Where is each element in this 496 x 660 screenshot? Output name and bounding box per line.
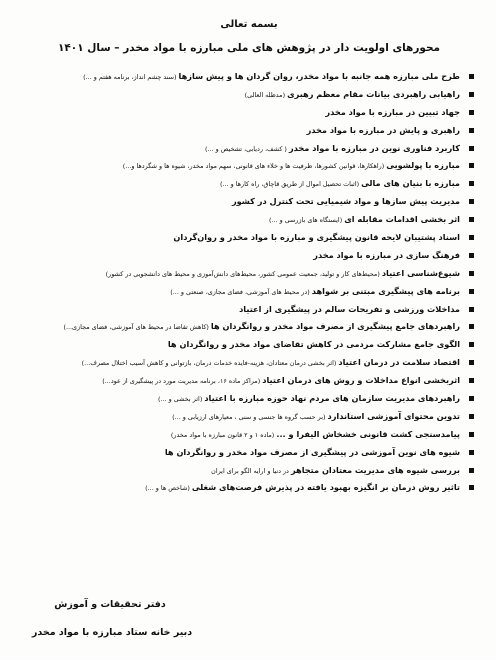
square-bullet-icon	[469, 289, 474, 294]
square-bullet-icon	[469, 146, 474, 151]
list-item-main-text: جهاد تبیین در مبارزه با مواد مخدر	[325, 106, 460, 117]
secretariat-name: دبیر خانه ستاد مبارزه با مواد مخدر	[31, 627, 193, 638]
square-bullet-icon	[469, 235, 474, 240]
list-item-main-text: طرح ملی مبارزه همه جانبه با مواد مخدر، روان گردان ها و پیش سازها	[178, 71, 460, 81]
list-item-main-text: الگوی جامع مشارکت مردمی در کاهش تقاضای مواد مخدر و روانگردان ها	[167, 339, 460, 350]
list-item-detail-text: (مراکز ماده ۱۶، برنامه مدیریت مورد در پیشگیری از عود...)	[102, 377, 263, 386]
square-bullet-icon	[469, 468, 474, 473]
list-item	[24, 301, 474, 319]
list-item	[24, 247, 474, 265]
priority-list	[24, 68, 474, 497]
list-item-main-text: اثربخشی انواع مداخلات و روش های درمان اعتیاد	[262, 375, 460, 386]
square-bullet-icon	[469, 128, 474, 133]
square-bullet-icon	[469, 199, 474, 204]
square-bullet-icon	[469, 110, 474, 115]
list-item-main-text: فرهنگ سازی در مبارزه با مواد مخدر	[313, 249, 460, 260]
list-item-main-text: راهبری و پایش در مبارزه با مواد مخدر	[306, 124, 460, 135]
list-item-detail-text: (محیط‌های کار و تولید، جمعیت عمومی کشور، محیط‌های دانش‌آموزی و محیط های دانشجویی در کشور)	[105, 269, 382, 278]
list-item	[24, 122, 474, 140]
list-item-main-text: راهیابی راهبردی بیانات مقام معظم رهبری	[287, 88, 460, 99]
list-item	[24, 68, 474, 86]
office-name: دفتر تحقیقات و آموزش	[54, 599, 166, 610]
basmala-heading: بسمه تعالی	[220, 19, 278, 30]
list-item-detail-text: در دنیا و ارایه الگو برای ایران	[211, 466, 291, 475]
list-item	[24, 462, 474, 480]
list-item-main-text: مبارزه با پولشویی	[386, 160, 460, 171]
list-item-detail-text: (در محیط های آموزشی، فضای مجازی، صنعتی و ...)	[170, 287, 312, 296]
list-item-main-text: مداخلات ورزشی و تفریحات سالم در پیشگیری از اعتیاد	[239, 303, 460, 314]
list-item-main-text: تدوین محتوای آموزشی استاندارد	[327, 410, 460, 421]
square-bullet-icon	[469, 307, 474, 312]
list-item-detail-text: (بر حسب گروه ها جنسی و سنی ، معیارهای ارزیابی و ...)	[172, 412, 328, 421]
list-item-detail-text: ( کشف، ردیابی، تشخیص و ...)	[204, 144, 289, 153]
list-item	[24, 408, 474, 426]
square-bullet-icon	[469, 74, 474, 79]
list-item-detail-text: (ایستگاه های بازرسی و ...)	[268, 216, 345, 225]
list-item	[24, 157, 474, 175]
square-bullet-icon	[469, 181, 474, 186]
list-item-main-text: اثر بخشی اقدامات مقابله ای	[344, 214, 460, 225]
list-item-detail-text: (کاهش تقاضا در محیط های آموزشی، فضای مجازی...)	[63, 323, 211, 332]
list-item	[24, 354, 474, 372]
list-item	[24, 175, 474, 193]
list-item	[24, 390, 474, 408]
square-bullet-icon	[469, 342, 474, 347]
list-item-detail-text: (ماده ۱ و ۲ قانون مبارزه با مواد مخدر)	[170, 430, 277, 439]
list-item-main-text: مبارزه با بنیان های مالی	[361, 178, 460, 189]
list-item-detail-text: (اثبات تحصیل اموال از طریق قاچاق، راه کارها و ...)	[219, 180, 362, 189]
list-item-main-text: اسناد پشتیبان لایحه قانون پیشگیری و مبارزه با مواد مخدر و روان‌گردان	[173, 232, 460, 243]
square-bullet-icon	[469, 485, 474, 490]
list-item	[24, 140, 474, 158]
list-item	[24, 336, 474, 354]
list-item-main-text: شیوع‌شناسی اعتیاد	[381, 267, 460, 278]
list-item	[24, 229, 474, 247]
square-bullet-icon	[469, 271, 474, 276]
square-bullet-icon	[469, 360, 474, 365]
square-bullet-icon	[469, 253, 474, 258]
square-bullet-icon	[469, 217, 474, 222]
list-item	[24, 444, 474, 462]
list-item-main-text: برنامه های پیشگیری مبتنی بر شواهد	[311, 285, 460, 296]
list-item	[24, 211, 474, 229]
square-bullet-icon	[469, 163, 474, 168]
list-item	[24, 479, 474, 497]
list-item-detail-text: (شاخص ها و ...)	[145, 484, 192, 493]
list-item	[24, 372, 474, 390]
list-item	[24, 86, 474, 104]
list-item	[24, 283, 474, 301]
list-item-main-text: راهبردهای مدیریت سازمان های مردم نهاد حوزه مبارزه با اعتیاد	[204, 393, 460, 404]
list-item	[24, 104, 474, 122]
list-item-detail-text: (مدظله العالی)	[244, 90, 288, 99]
document-title: محورهای اولویت دار در پژوهش های ملی مبارزه با مواد مخدر – سال ۱۴۰۱	[57, 42, 441, 54]
square-bullet-icon	[469, 432, 474, 437]
list-item-main-text: پیامدسنجی کشت قانونی خشخاش الیفرا و ...	[276, 428, 460, 439]
list-item-main-text: بررسی شیوه های مدیریت معتادان متجاهر	[290, 464, 460, 475]
square-bullet-icon	[469, 450, 474, 455]
list-item-main-text: اقتصاد سلامت در درمان اعتیاد	[338, 357, 460, 368]
list-item-main-text: تاثیر روش درمان بر انگیزه بهبود یافته در پذیرش فرصت‌های شغلی	[191, 482, 460, 493]
list-item-detail-text: (اثر بخشی و ...)	[158, 395, 205, 404]
list-item-detail-text: (سند چشم انداز، برنامه هفتم و ...)	[83, 73, 179, 81]
list-item	[24, 318, 474, 336]
list-item-main-text: راهبردهای جامع پیشگیری از مصرف مواد مخدر و روانگردان ها	[210, 321, 460, 332]
list-item	[24, 426, 474, 444]
list-item-detail-text: (راهکارها، قوانین کشورها، ظرفیت ها و خلاء های قانونی، سهم مواد مخدر، شیوه ها و شگردها و...)	[122, 162, 387, 171]
list-item-detail-text: (اثر بخشی درمان معتادان، هزینه-فایده خدمات درمان، بازتوانی و کاهش آسیب اختلال مصرف...)	[81, 359, 339, 368]
list-item	[24, 265, 474, 283]
square-bullet-icon	[469, 92, 474, 97]
list-item-main-text: کاربرد فناوری نوین در مبارزه با مواد مخدر	[288, 142, 460, 153]
square-bullet-icon	[469, 396, 474, 401]
list-item	[24, 193, 474, 211]
square-bullet-icon	[469, 378, 474, 383]
square-bullet-icon	[469, 414, 474, 419]
square-bullet-icon	[469, 324, 474, 329]
list-item-main-text: شیوه های نوین آموزشی در پیشگیری از مصرف مواد مخدر و روانگردان ها	[164, 446, 460, 457]
list-item-main-text: مدیریت پیش سازها و مواد شیمیایی تحت کنترل در کشور	[231, 196, 460, 207]
